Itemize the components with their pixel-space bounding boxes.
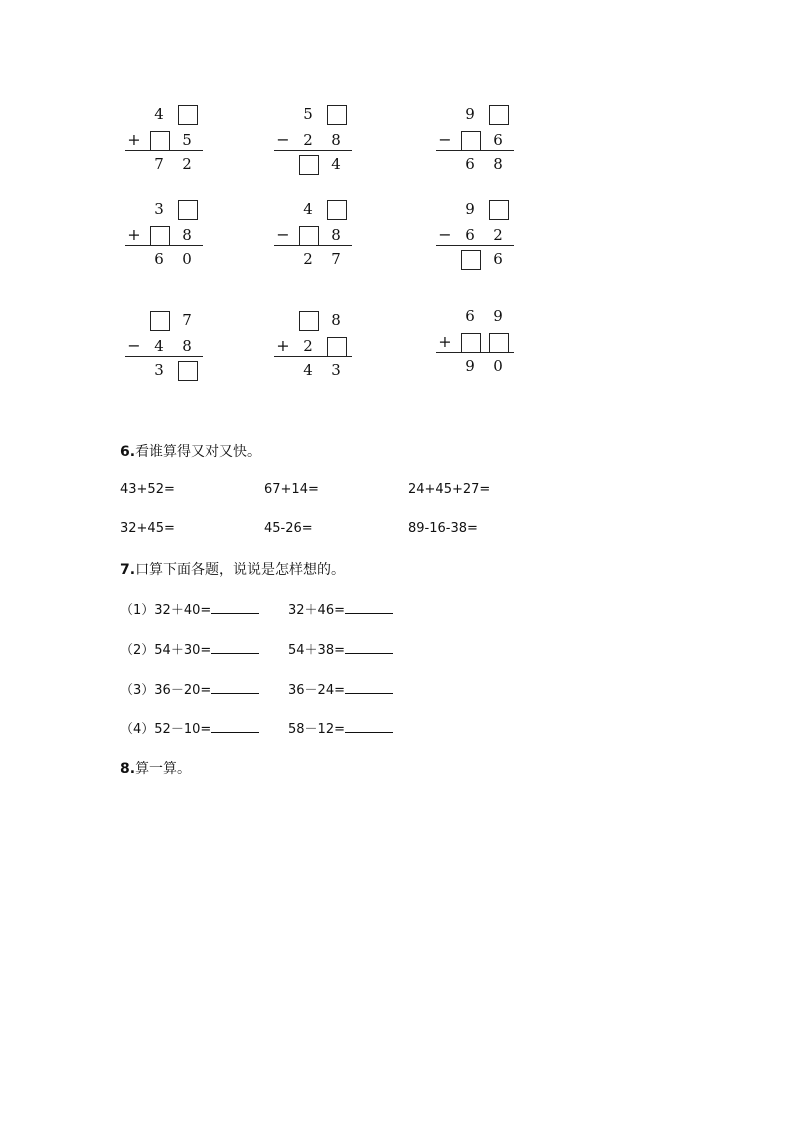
sum-line bbox=[125, 245, 203, 246]
answer-box[interactable] bbox=[489, 333, 509, 353]
puzzle-2 bbox=[274, 104, 356, 184]
answer-box[interactable] bbox=[299, 155, 319, 175]
answer-box[interactable] bbox=[299, 311, 319, 331]
answer-blank[interactable] bbox=[345, 720, 393, 733]
digit: 3 bbox=[154, 200, 164, 218]
answer-box[interactable] bbox=[327, 200, 347, 220]
item-7-1b-expr: 32＋46= bbox=[288, 603, 345, 618]
item-7-1b bbox=[288, 599, 393, 618]
digit: 3 bbox=[154, 361, 164, 379]
puzzle-6 bbox=[436, 199, 518, 279]
digit: 2 bbox=[303, 131, 313, 149]
digit: 6 bbox=[465, 307, 475, 325]
digit: 6 bbox=[493, 131, 503, 149]
digit: 6 bbox=[493, 250, 503, 268]
answer-box[interactable] bbox=[178, 200, 198, 220]
item-7-4 bbox=[120, 718, 259, 737]
digit: 4 bbox=[303, 361, 313, 379]
answer-blank[interactable] bbox=[211, 720, 259, 733]
digit: 8 bbox=[182, 226, 192, 244]
answer-box[interactable] bbox=[150, 311, 170, 331]
section-7-number: 7. bbox=[120, 562, 136, 578]
item-7-2b bbox=[288, 639, 393, 658]
operator-sign: − bbox=[276, 130, 290, 149]
section-7-heading bbox=[120, 559, 345, 579]
digit: 7 bbox=[331, 250, 341, 268]
answer-box[interactable] bbox=[150, 131, 170, 151]
sum-line bbox=[125, 150, 203, 151]
item-7-4-expr: （4）52－10= bbox=[120, 722, 212, 737]
digit: 9 bbox=[493, 307, 503, 325]
item-7-2b-expr: 54＋38= bbox=[288, 643, 345, 658]
expr-6-1-1: 43+52= bbox=[120, 482, 175, 497]
digit: 2 bbox=[182, 155, 192, 173]
operator-sign: − bbox=[438, 225, 452, 244]
digit: 4 bbox=[331, 155, 341, 173]
item-7-4b-expr: 58－12= bbox=[288, 722, 345, 737]
puzzle-1 bbox=[125, 104, 207, 184]
digit: 2 bbox=[493, 226, 503, 244]
answer-box[interactable] bbox=[489, 105, 509, 125]
answer-box[interactable] bbox=[150, 226, 170, 246]
answer-blank[interactable] bbox=[345, 601, 393, 614]
digit: 0 bbox=[182, 250, 192, 268]
digit: 4 bbox=[303, 200, 313, 218]
operator-sign: + bbox=[438, 332, 452, 351]
answer-box[interactable] bbox=[327, 337, 347, 357]
item-7-3-expr: （3）36－20= bbox=[120, 683, 212, 698]
digit: 6 bbox=[465, 226, 475, 244]
puzzle-5 bbox=[274, 199, 356, 279]
operator-sign: − bbox=[127, 336, 141, 355]
digit: 6 bbox=[154, 250, 164, 268]
digit: 3 bbox=[331, 361, 341, 379]
digit: 8 bbox=[331, 226, 341, 244]
digit: 2 bbox=[303, 250, 313, 268]
item-7-3b-expr: 36－24= bbox=[288, 683, 345, 698]
answer-box[interactable] bbox=[461, 250, 481, 270]
item-7-1-expr: （1）32＋40= bbox=[120, 603, 212, 618]
expr-6-2-3: 89-16-38= bbox=[408, 521, 478, 536]
section-8-heading bbox=[120, 758, 191, 778]
answer-blank[interactable] bbox=[211, 601, 259, 614]
expr-6-2-2: 45-26= bbox=[264, 521, 313, 536]
digit: 0 bbox=[493, 357, 503, 375]
puzzle-8 bbox=[274, 310, 356, 390]
item-7-1 bbox=[120, 599, 259, 618]
sum-line bbox=[436, 150, 514, 151]
operator-sign: − bbox=[438, 130, 452, 149]
digit: 9 bbox=[465, 357, 475, 375]
digit: 8 bbox=[493, 155, 503, 173]
digit: 8 bbox=[182, 337, 192, 355]
digit: 8 bbox=[331, 311, 341, 329]
item-7-3 bbox=[120, 679, 259, 698]
section-6-number: 6. bbox=[120, 444, 136, 460]
answer-box[interactable] bbox=[489, 200, 509, 220]
digit: 7 bbox=[154, 155, 164, 173]
operator-sign: + bbox=[276, 336, 290, 355]
section-7-title: 口算下面各题，说说是怎样想的。 bbox=[135, 562, 346, 578]
sum-line bbox=[274, 150, 352, 151]
digit: 4 bbox=[154, 105, 164, 123]
operator-sign: − bbox=[276, 225, 290, 244]
section-6-title: 看谁算得又对又快。 bbox=[135, 444, 262, 460]
expr-6-2-1: 32+45= bbox=[120, 521, 175, 536]
expr-6-1-3: 24+45+27= bbox=[408, 482, 491, 497]
puzzle-4 bbox=[125, 199, 207, 279]
answer-box[interactable] bbox=[178, 361, 198, 381]
digit: 7 bbox=[182, 311, 192, 329]
item-7-2-expr: （2）54＋30= bbox=[120, 643, 212, 658]
digit: 6 bbox=[465, 155, 475, 173]
item-7-2 bbox=[120, 639, 259, 658]
operator-sign: + bbox=[127, 130, 141, 149]
answer-blank[interactable] bbox=[345, 681, 393, 694]
sum-line bbox=[125, 356, 203, 357]
item-7-3b bbox=[288, 679, 393, 698]
section-8-title: 算一算。 bbox=[135, 761, 192, 777]
section-6-heading bbox=[120, 441, 261, 461]
answer-box[interactable] bbox=[178, 105, 198, 125]
answer-blank[interactable] bbox=[211, 681, 259, 694]
item-7-4b bbox=[288, 718, 393, 737]
answer-box[interactable] bbox=[327, 105, 347, 125]
sum-line bbox=[274, 245, 352, 246]
digit: 9 bbox=[465, 105, 475, 123]
answer-box[interactable] bbox=[461, 131, 481, 151]
digit: 8 bbox=[331, 131, 341, 149]
digit: 5 bbox=[303, 105, 313, 123]
answer-blank[interactable] bbox=[211, 641, 259, 654]
sum-line bbox=[274, 356, 352, 357]
expr-6-1-2: 67+14= bbox=[264, 482, 319, 497]
answer-box[interactable] bbox=[299, 226, 319, 246]
operator-sign: + bbox=[127, 225, 141, 244]
sum-line bbox=[436, 352, 514, 353]
answer-blank[interactable] bbox=[345, 641, 393, 654]
digit: 4 bbox=[154, 337, 164, 355]
digit: 2 bbox=[303, 337, 313, 355]
digit: 5 bbox=[182, 131, 192, 149]
digit: 9 bbox=[465, 200, 475, 218]
puzzle-3 bbox=[436, 104, 518, 184]
sum-line bbox=[436, 245, 514, 246]
answer-box[interactable] bbox=[461, 333, 481, 353]
puzzle-7 bbox=[125, 310, 207, 390]
puzzle-9 bbox=[436, 306, 518, 386]
section-8-number: 8. bbox=[120, 761, 136, 777]
